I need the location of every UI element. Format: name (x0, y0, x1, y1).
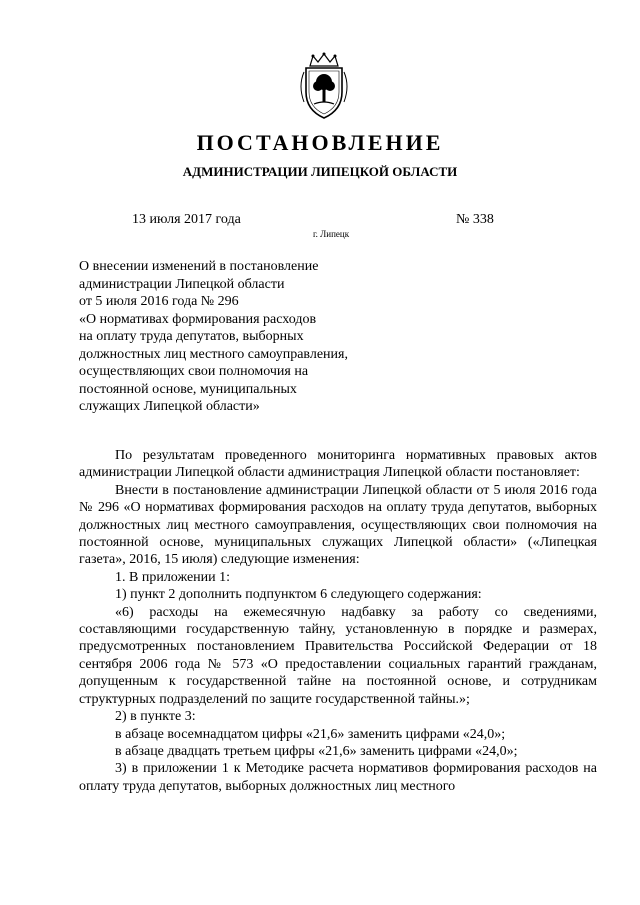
subject-line: администрации Липецкой области (79, 276, 285, 292)
subject-line: от 5 июля 2016 года № 296 (79, 294, 239, 309)
document-subject (79, 258, 399, 416)
coat-of-arms-emblem (296, 52, 352, 122)
body-paragraph: 3) в приложении 1 к Методике расчета нормативов формирования расходов на оплату труда депутатов, выборных должностных лиц местного (79, 761, 597, 794)
body-paragraph: «6) расходы на ежемесячную надбавку за работу со сведениями, составляющими государственную тайну, установленную в порядке и размерах, предусмотренных постановлением Правительства Российской Федерации от 18 сентября 2006 года № 573 «О предоставлении социальных гарантий гражданам, допущенным к государственной тайне на постоянной основе, и сотрудникам структурных подразделений по защите государственной тайны.»; (79, 604, 597, 707)
body-paragraph: 1. В приложении 1: (115, 569, 231, 585)
subject-line: постоянной основе, муниципальных (79, 381, 297, 397)
subject-line: на оплату труда депутатов, выборных (79, 329, 304, 344)
subject-line: осуществляющих свои полномочия на (79, 364, 309, 379)
subject-line: должностных лиц местного самоуправления, (79, 346, 348, 362)
subject-line: О внесении изменений в постановление (79, 259, 319, 274)
document-city: г. Липецк (313, 229, 350, 239)
subject-line: служащих Липецкой области» (79, 399, 260, 414)
body-paragraph: 1) пункт 2 дополнить подпунктом 6 следующего содержания: (115, 587, 482, 603)
body-paragraph: в абзаце восемнадцатом цифры «21,6» заменить цифрами «24,0»; (115, 726, 506, 742)
body-paragraph: в абзаце двадцать третьем цифры «21,6» заменить цифрами «24,0»; (115, 743, 518, 759)
document-body (79, 447, 597, 795)
document-date: 13 июля 2017 года (132, 212, 241, 227)
body-paragraph: По результатам проведенного мониторинга нормативных правовых актов администрации Липецкой области администрация Липецкой области постановляет: (79, 448, 597, 481)
subject-line: «О нормативах формирования расходов (79, 311, 317, 327)
document-number: № 338 (456, 212, 494, 227)
body-paragraph: Внести в постановление администрации Липецкой области от 5 июля 2016 года № 296 «О нормативах формирования расходов на оплату труда депутатов, выборных должностных лиц местного самоуправления, осуществляющих свои полномочия на постоянной основе, муниципальных служащих Липецкой области» («Липецкая газета», 2016, 15 июля) следующие изменения: (79, 482, 597, 568)
document-subtitle: АДМИНИСТРАЦИИ ЛИПЕЦКОЙ ОБЛАСТИ (182, 164, 458, 179)
document-title: ПОСТАНОВЛЕНИЕ (196, 130, 444, 155)
body-paragraph: 2) в пункте 3: (115, 709, 196, 725)
